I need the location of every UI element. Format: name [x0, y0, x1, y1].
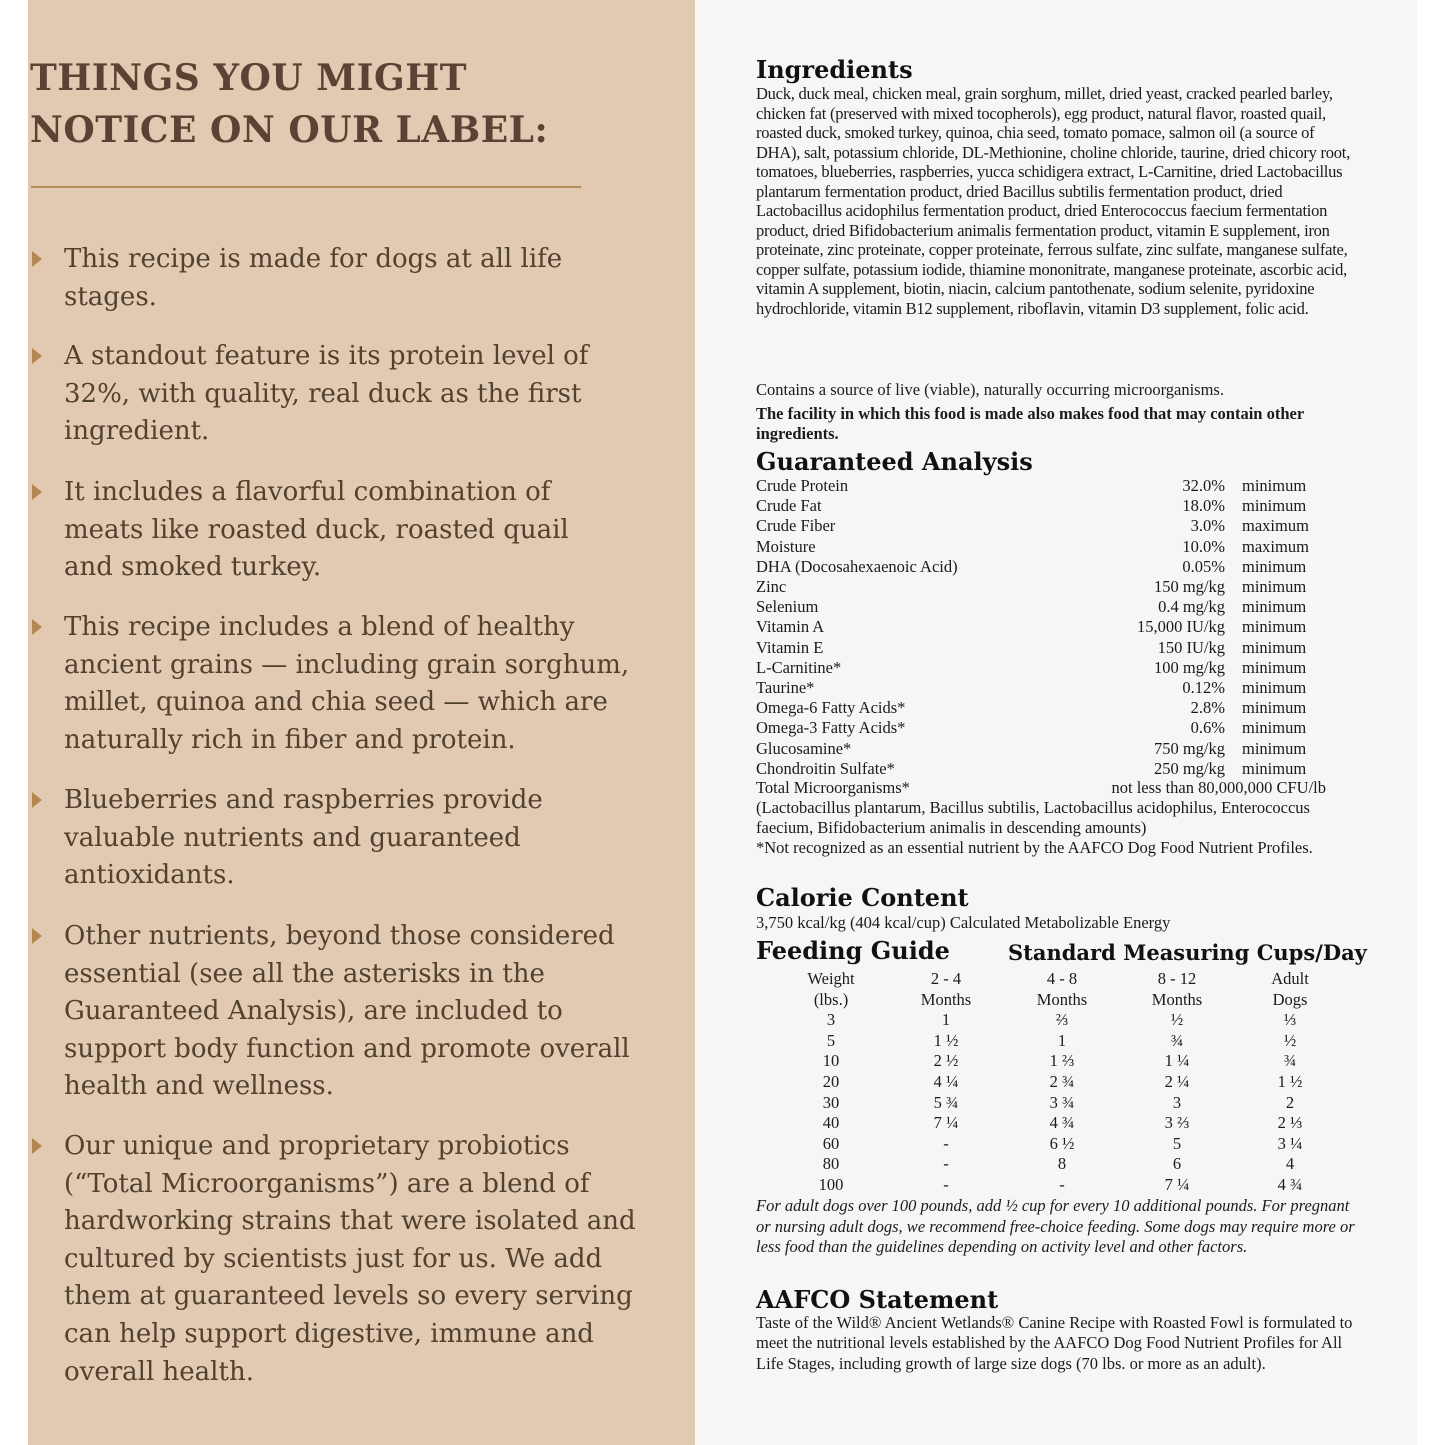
table-cell: ½: [1170, 1010, 1184, 1030]
analysis-qualifier: maximum: [1242, 536, 1309, 556]
bullet-text: This recipe is made for dogs at all life stages.: [64, 244, 563, 312]
bullet-text: A standout feature is its protein level of 32%, with quality, real duck as the first ingredient.: [64, 341, 589, 447]
analysis-qualifier: minimum: [1242, 556, 1307, 576]
table-row: [756, 990, 1356, 1011]
ingredients-text: Duck, duck meal, chicken meal, grain sorghum, millet, dried yeast, cracked pearled barley, chicken fat (preserved with mixed tocopherols), egg product, natural flavor, roasted quail, roasted duck, smoked turkey, quinoa, chia seed, tomato pomace, salmon oil (a source of DHA), salt, potassium chloride, DL-Methionine, choline chloride, taurine, dried chicory root, tomatoes, blueberries, raspberries, yucca schidigera extract, L-Carnitine, dried Lactobacillus plantarum fermentation product, dried Bacillus subtilis fermentation product, dried Lactobacillus acidophilus fermentation product, dried Enterococcus faecium fermentation product, dried Bifidobacterium animalis fermentation product, vitamin E supplement, iron proteinate, zinc proteinate, copper proteinate, ferrous sulfate, zinc sulfate, manganese sulfate, copper sulfate, potassium iodide, thiamine mononitrate, manganese proteinate, ascorbic acid, vitamin A supplement, biotin, niacin, calcium pantothenate, sodium selenite, pyridoxine hydrochloride, vitamin B12 supplement, riboflavin, vitamin D3 supplement, folic acid.: [756, 84, 1350, 318]
analysis-name: Taurine*: [756, 678, 815, 697]
list-item: [32, 918, 662, 1106]
table-row: [756, 1154, 1356, 1175]
bullet-text: This recipe includes a blend of healthy ancient grains — including grain sorghum, millet, quinoa and chia seed — which are naturally rich in fiber and protein.: [64, 612, 630, 755]
table-row: [756, 476, 1326, 496]
analysis-name: Omega-6 Fatty Acids*: [756, 698, 906, 718]
arrow-bullet-icon: [32, 484, 42, 500]
bullet-text: Blueberries and raspberries provide valuable nutrients and guaranteed antioxidants.: [64, 785, 543, 891]
list-item: [32, 474, 662, 587]
table-cell: 2 ½: [933, 1051, 959, 1071]
table-cell: 30: [822, 1092, 840, 1112]
table-cell: 1 ½: [933, 1030, 959, 1050]
facility-statement: The facility in which this food is made also makes food that may contain other ingredients.: [756, 404, 1304, 443]
table-cell: 3: [826, 1010, 836, 1030]
table-row: [756, 658, 1326, 678]
arrow-bullet-icon: [32, 1138, 42, 1154]
table-cell: 1: [941, 1010, 951, 1030]
table-cell: -: [943, 1175, 949, 1194]
analysis-value: 15,000 IU/kg: [1137, 617, 1225, 637]
microorganisms-detail: (Lactobacillus plantarum, Bacillus subtilis, Lactobacillus acidophilus, Enterococcus faecium, Bifidobacterium animalis in descending amounts): [756, 798, 1310, 837]
table-cell: 80: [822, 1154, 840, 1174]
table-cell: 2: [1285, 1092, 1295, 1112]
table-row: [756, 698, 1326, 718]
table-row: [756, 739, 1326, 759]
table-cell: 7 ¼: [1164, 1175, 1190, 1194]
table-cell: 1 ¼: [1164, 1051, 1190, 1071]
calorie-text: 3,750 kcal/kg (404 kcal/cup) Calculated Metabolizable Energy: [756, 913, 1171, 932]
table-cell: 4: [1285, 1154, 1295, 1174]
table-row: [756, 969, 1356, 990]
analysis-qualifier: minimum: [1242, 476, 1307, 495]
table-cell: (lbs.): [813, 989, 849, 1009]
table-cell: 3 ¾: [1049, 1092, 1075, 1112]
table-cell: 1 ⅔: [1049, 1051, 1075, 1071]
analysis-value: 150 mg/kg: [1153, 577, 1225, 596]
table-cell: 2 ¼: [1164, 1072, 1190, 1091]
list-item: [32, 609, 662, 759]
analysis-qualifier: minimum: [1242, 657, 1307, 677]
list-item: [32, 1128, 662, 1391]
list-item: [32, 782, 662, 895]
arrow-bullet-icon: [32, 619, 42, 635]
table-cell: 6: [1172, 1154, 1182, 1174]
bullet-text: Our unique and proprietary probiotics (“Total Microorganisms”) are a blend of hardworking strains that were isolated and cultured by scientists just for us. We add them at guaranteed levels so every serving can help support digestive, immune and overall health.: [64, 1131, 636, 1387]
analysis-qualifier: minimum: [1242, 617, 1307, 637]
feeding-note: For adult dogs over 100 pounds, add ½ cup for every 10 additional pounds. For pregnant or nursing adult dogs, we recommend free-choice feeding. Some dogs may require more or less food than the guidelines depending on activity level and other factors.: [756, 1196, 1355, 1256]
analysis-value: not less than 80,000,000 CFU/lb: [1111, 778, 1326, 797]
table-row: [756, 678, 1326, 698]
analysis-value: 3.0%: [1190, 516, 1225, 536]
analysis-value: 150 IU/kg: [1157, 637, 1225, 657]
analysis-name: Selenium: [756, 597, 819, 617]
table-row: [756, 516, 1326, 536]
table-row: [756, 597, 1326, 617]
analysis-value: 250 mg/kg: [1153, 758, 1225, 778]
table-cell: 20: [822, 1072, 840, 1091]
table-row: [756, 577, 1326, 597]
arrow-bullet-icon: [32, 928, 42, 944]
table-cell: 1 ½: [1277, 1072, 1303, 1091]
analysis-qualifier: minimum: [1242, 698, 1307, 718]
aafco-text: Taste of the Wild® Ancient Wetlands® Canine Recipe with Roasted Fowl is formulated to meet the nutritional levels established by the AAFCO Dog Food Nutrient Profiles for All Life Stages, including growth of large size dogs (70 lbs. or more as an adult).: [756, 1313, 1353, 1373]
table-row: [756, 1113, 1356, 1134]
table-cell: -: [943, 1133, 949, 1153]
analysis-value: 0.12%: [1182, 678, 1225, 697]
table-row: [756, 759, 1326, 779]
analysis-name: Zinc: [756, 577, 787, 596]
analysis-qualifier: minimum: [1242, 577, 1307, 596]
table-cell: Dogs: [1272, 989, 1308, 1009]
page-margin: [1417, 0, 1445, 1445]
analysis-name: DHA (Docosahexaenoic Acid): [756, 556, 958, 576]
table-cell: -: [943, 1154, 949, 1174]
table-cell: 4 ¾: [1049, 1113, 1075, 1133]
table-cell: 3: [1172, 1092, 1182, 1112]
analysis-qualifier: minimum: [1242, 496, 1307, 516]
analysis-qualifier: minimum: [1242, 678, 1307, 697]
table-cell: 1: [1057, 1030, 1067, 1050]
table-cell: Months: [1151, 989, 1203, 1009]
analysis-qualifier: minimum: [1242, 597, 1307, 617]
table-cell: 8 - 12: [1157, 969, 1197, 988]
table-cell: Weight: [807, 969, 855, 988]
analysis-name: Total Microorganisms*: [756, 778, 910, 797]
table-cell: 3 ¼: [1277, 1133, 1303, 1153]
analysis-value: 100 mg/kg: [1153, 657, 1225, 677]
table-cell: 4 - 8: [1046, 969, 1078, 988]
table-cell: 5 ¾: [933, 1092, 959, 1112]
table-cell: 100: [818, 1175, 844, 1194]
table-cell: 4 ¼: [933, 1072, 959, 1091]
analysis-name: Omega-3 Fatty Acids*: [756, 718, 906, 738]
title-divider: [31, 186, 581, 188]
table-row: [756, 1031, 1356, 1052]
table-row: [756, 1010, 1356, 1031]
feeding-heading: Feeding Guide: [756, 936, 950, 965]
ingredients-heading: Ingredients: [756, 55, 913, 84]
analysis-qualifier: minimum: [1242, 718, 1307, 738]
table-row: [756, 1051, 1356, 1072]
analysis-qualifier: minimum: [1242, 637, 1307, 657]
bullet-text: It includes a flavorful combination of meats like roasted duck, roasted quail and smoked turkey.: [64, 477, 569, 583]
analysis-value: 2.8%: [1190, 698, 1225, 718]
table-cell: 5: [826, 1030, 836, 1050]
table-cell: ¾: [1283, 1051, 1297, 1071]
arrow-bullet-icon: [32, 792, 42, 808]
table-cell: 2 ⅓: [1277, 1113, 1303, 1133]
table-row: [756, 1093, 1356, 1114]
list-item: [32, 241, 662, 316]
aafco-heading: AAFCO Statement: [756, 1285, 999, 1314]
analysis-name: Glucosamine*: [756, 738, 852, 758]
table-cell: 6 ½: [1049, 1133, 1075, 1153]
left-panel: [28, 0, 695, 1445]
table-cell: 3 ⅔: [1164, 1113, 1190, 1133]
table-cell: Months: [920, 989, 972, 1009]
table-row: [756, 1134, 1356, 1155]
analysis-value: 750 mg/kg: [1153, 738, 1225, 758]
analysis-name: Crude Protein: [756, 476, 849, 495]
table-row: [756, 638, 1326, 658]
arrow-bullet-icon: [32, 251, 42, 267]
table-row: [756, 537, 1326, 557]
table-cell: ½: [1283, 1030, 1297, 1050]
table-row: [756, 617, 1326, 637]
table-cell: 2 ¾: [1049, 1072, 1075, 1091]
analysis-name: Chondroitin Sulfate*: [756, 758, 895, 778]
microorganisms-note: Contains a source of live (viable), naturally occurring microorganisms.: [756, 380, 1224, 399]
calorie-heading: Calorie Content: [756, 883, 969, 912]
table-cell: 10: [822, 1051, 840, 1071]
table-cell: 7 ¼: [933, 1113, 959, 1133]
analysis-name: L-Carnitine*: [756, 657, 842, 677]
table-row: [756, 718, 1326, 738]
table-cell: ⅔: [1055, 1010, 1069, 1030]
analysis-value: 10.0%: [1182, 536, 1225, 556]
table-row: [756, 1072, 1356, 1093]
table-cell: 4 ¾: [1277, 1175, 1303, 1194]
table-cell: 5: [1172, 1133, 1182, 1153]
table-cell: 60: [822, 1133, 840, 1153]
table-row: [756, 778, 1326, 798]
table-cell: Months: [1036, 989, 1088, 1009]
bullet-text: Other nutrients, beyond those considered essential (see all the asterisks in the Guaranteed Analysis), are included to support body function and promote overall health and wellness.: [64, 921, 630, 1102]
analysis-value: 0.4 mg/kg: [1158, 597, 1225, 617]
analysis-name: Vitamin E: [756, 637, 824, 657]
analysis-name: Crude Fiber: [756, 516, 836, 536]
feeding-subheading: Standard Measuring Cups/Day: [1008, 940, 1367, 965]
table-cell: 2 - 4: [930, 969, 962, 988]
analysis-footnote: *Not recognized as an essential nutrient by the AAFCO Dog Food Nutrient Profiles.: [756, 838, 1313, 857]
table-cell: ⅓: [1283, 1010, 1297, 1030]
analysis-value: 18.0%: [1182, 496, 1225, 516]
analysis-heading: Guaranteed Analysis: [756, 447, 1033, 476]
analysis-qualifier: minimum: [1242, 758, 1307, 778]
analysis-name: Vitamin A: [756, 617, 825, 637]
table-cell: 8: [1057, 1154, 1067, 1174]
table-row: [756, 557, 1326, 577]
list-item: [32, 338, 662, 451]
analysis-value: 32.0%: [1182, 476, 1225, 495]
table-cell: Adult: [1271, 969, 1309, 988]
analysis-qualifier: maximum: [1242, 516, 1309, 536]
table-cell: -: [1059, 1175, 1065, 1194]
analysis-name: Moisture: [756, 536, 816, 556]
table-cell: ¾: [1170, 1030, 1184, 1050]
table-row: [756, 1175, 1356, 1196]
table-cell: 40: [822, 1113, 840, 1133]
page-title: THINGS YOU MIGHT NOTICE ON OUR LABEL:: [30, 57, 549, 151]
arrow-bullet-icon: [32, 348, 42, 364]
analysis-value: 0.05%: [1182, 556, 1225, 576]
table-row: [756, 496, 1326, 516]
analysis-name: Crude Fat: [756, 496, 822, 516]
analysis-value: 0.6%: [1190, 718, 1225, 738]
analysis-qualifier: minimum: [1242, 738, 1307, 758]
